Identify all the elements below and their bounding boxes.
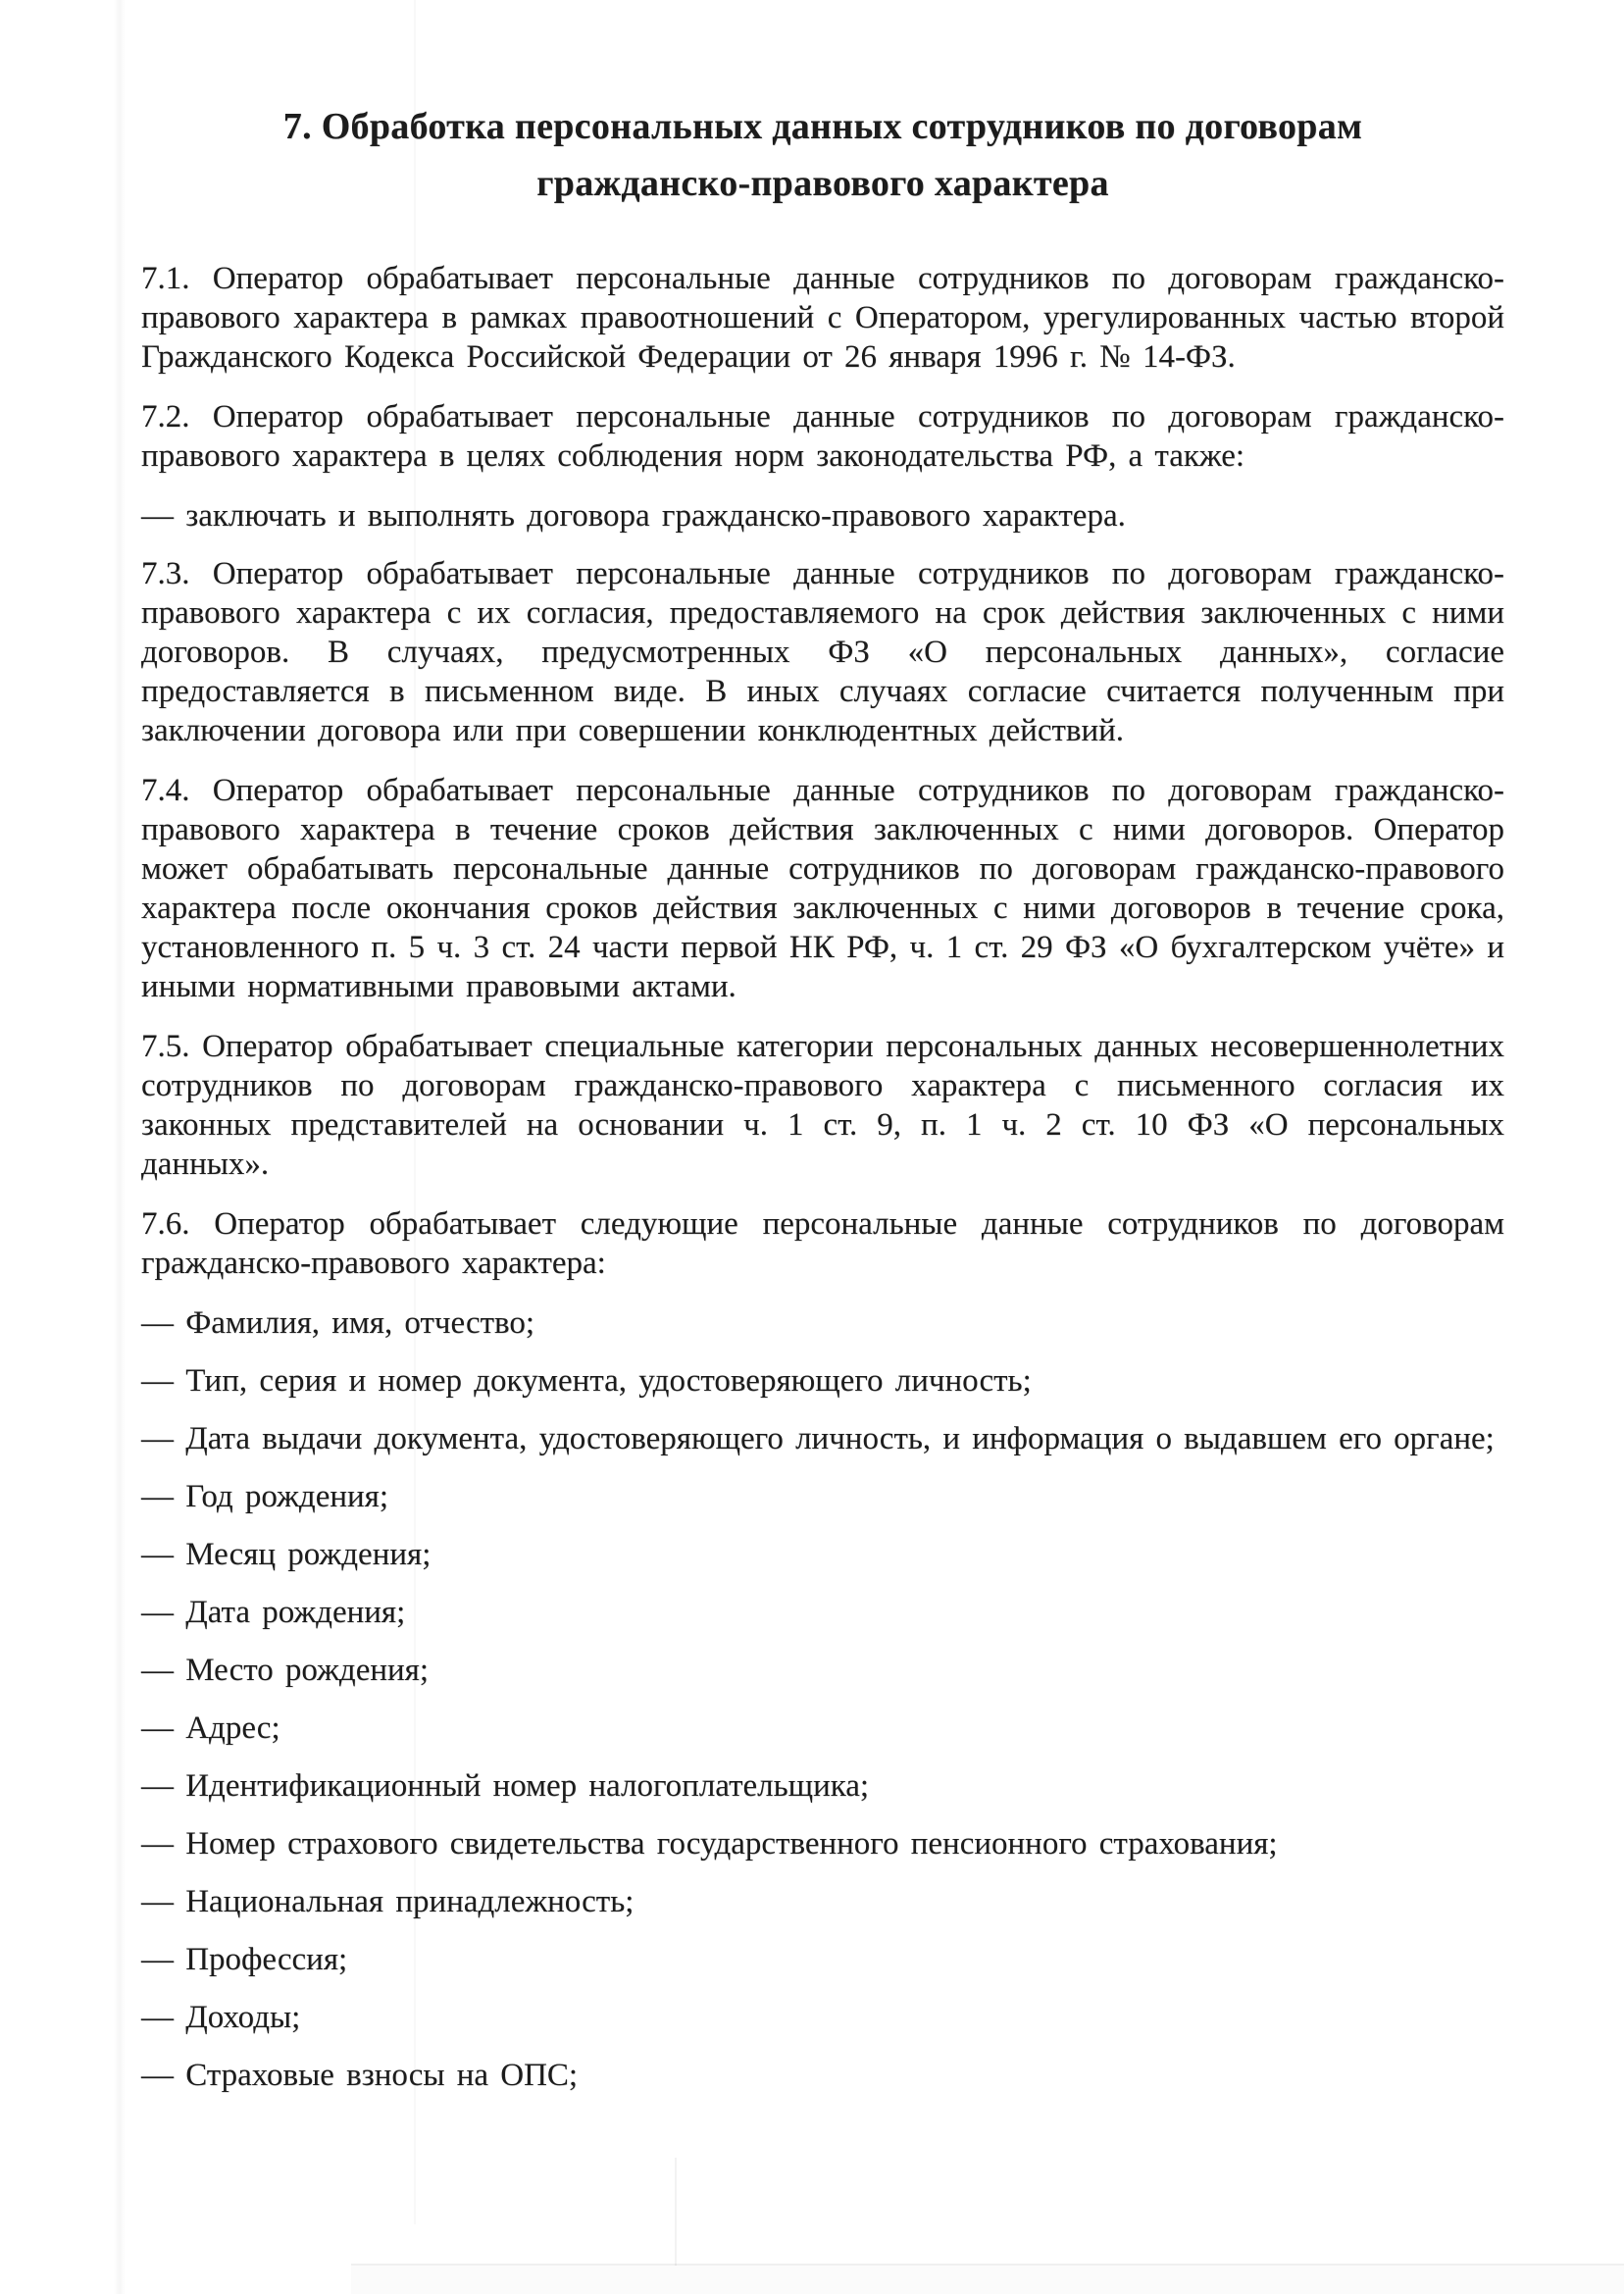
list-item-id-document-issue: — Дата выдачи документа, удостоверяющего личность, и информация о выдавшем его органе;: [141, 1421, 1495, 1456]
list-item-ops-contributions: — Страховые взносы на ОПС;: [141, 2058, 579, 2093]
scan-artifact-bottom-strip: [351, 2266, 1624, 2294]
section-title-line-1: 7. Обработка персональных данных сотрудников по договорам: [282, 106, 1363, 147]
section-title-line-2: гражданско-правового характера: [536, 163, 1109, 204]
clause-7-4: 7.4. Оператор обрабатывает персональные данные сотрудников по договорам гражданско-правового характера в течение сроков действия заключенных с ними договоров. Оператор может обрабатывать персональные данные сотрудников по договорам гражданско-правового характера после окончания сроков действия заключенных с ними договоров в течение срока, установленного п. 5 ч. 3 ст. 24 части первой НК РФ, ч. 1 ст. 29 ФЗ «О бухгалтерском учёте» и иными нормативными правовыми актами.: [141, 773, 1504, 1004]
section-title: [141, 98, 1504, 212]
clause-7-5: 7.5. Оператор обрабатывает специальные категории персональных данных несовершеннолетних сотрудников по договорам гражданско-правового характера с письменного согласия их законных представителей на основании ч. 1 ст. 9, п. 1 ч. 2 ст. 10 ФЗ «О персональных данных».: [141, 1029, 1504, 1182]
list-item-full-name: — Фамилия, имя, отчество;: [141, 1305, 535, 1341]
list-item-inn: — Идентификационный номер налогоплательщика;: [141, 1768, 870, 1804]
list-item-profession: — Профессия;: [141, 1942, 348, 1977]
list-item-birth-month: — Месяц рождения;: [141, 1537, 431, 1572]
list-item-nationality: — Национальная принадлежность;: [141, 1884, 634, 1919]
scan-artifact-vertical-line-bottom: [675, 2158, 677, 2266]
list-item-id-document: — Тип, серия и номер документа, удостоверяющего личность;: [141, 1363, 1032, 1399]
scan-artifact-bottom-line: [351, 2264, 1624, 2266]
list-item-snils: — Номер страхового свидетельства государственного пенсионного страхования;: [141, 1826, 1278, 1861]
list-item-birth-date: — Дата рождения;: [141, 1595, 406, 1630]
clause-7-6: 7.6. Оператор обрабатывает следующие персональные данные сотрудников по договорам гражданско-правового характера:: [141, 1206, 1504, 1281]
list-item-conclude-contracts: — заключать и выполнять договора гражданско-правового характера.: [141, 498, 1126, 534]
list-item-income: — Доходы;: [141, 2000, 301, 2035]
scan-artifact-left-band: [114, 0, 126, 2294]
list-item-birth-year: — Год рождения;: [141, 1479, 389, 1514]
clause-7-1: 7.1. Оператор обрабатывает персональные данные сотрудников по договорам гражданско-правового характера в рамках правоотношений с Оператором, урегулированных частью второй Гражданского Кодекса Российской Федерации от 26 января 1996 г. № 14-ФЗ.: [141, 261, 1504, 375]
clause-7-3: 7.3. Оператор обрабатывает персональные данные сотрудников по договорам гражданско-правового характера с их согласия, предоставляемого на срок действия заключенных с ними договоров. В случаях, предусмотренных ФЗ «О персональных данных», согласие предоставляется в письменном виде. В иных случаях согласие считается полученным при заключении договора или при совершении конклюдентных действий.: [141, 556, 1504, 748]
list-item-address: — Адрес;: [141, 1710, 280, 1746]
document-content: [141, 98, 1504, 2114]
list-item-birth-place: — Место рождения;: [141, 1653, 430, 1688]
clause-7-2: 7.2. Оператор обрабатывает персональные данные сотрудников по договорам гражданско-правового характера в целях соблюдения норм законодательства РФ, а также:: [141, 399, 1504, 474]
